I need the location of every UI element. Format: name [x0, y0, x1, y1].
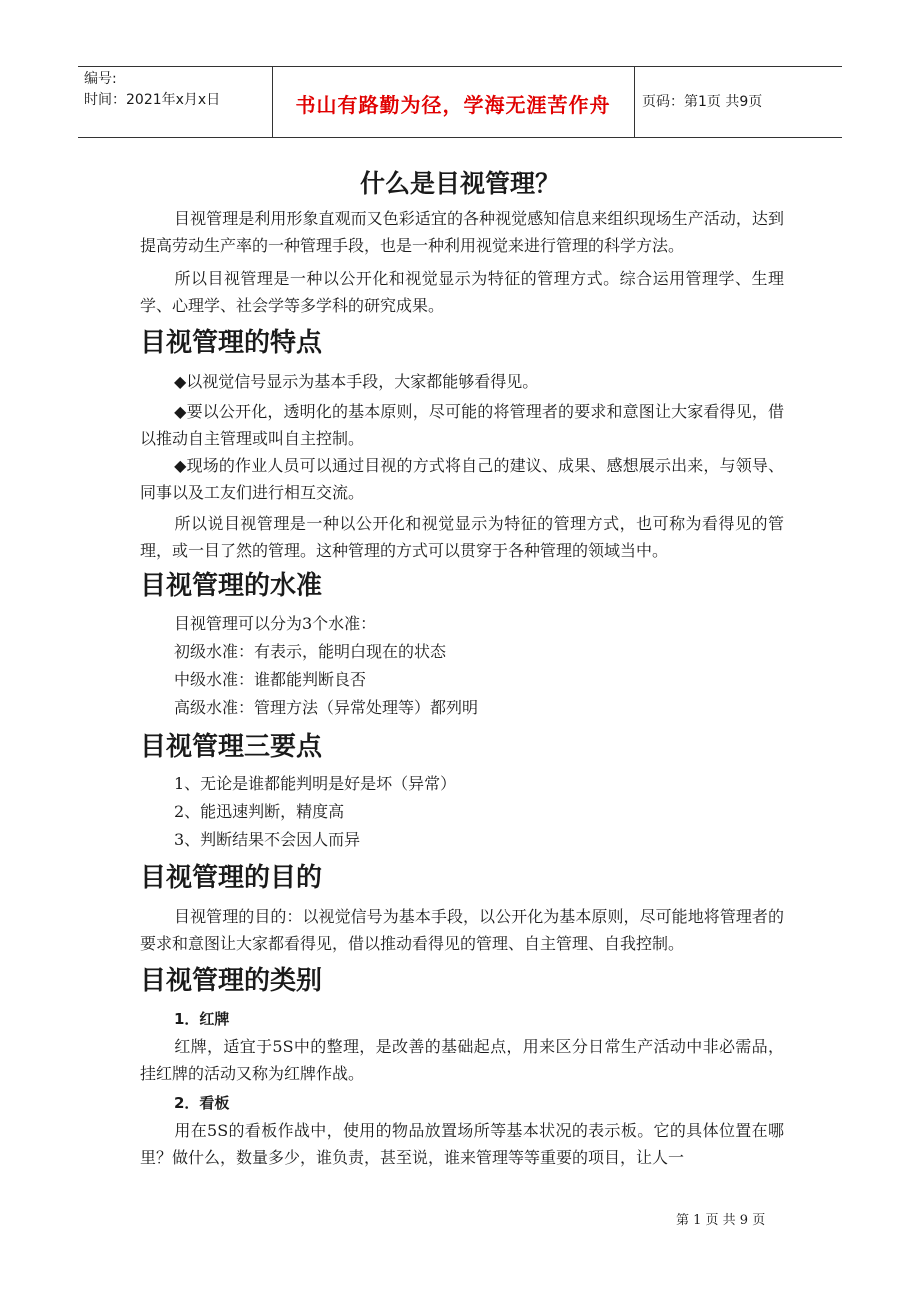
- time-label: 时间：2021年x月x日: [84, 92, 221, 108]
- intro-paragraph: 所以目视管理是一种以公开化和视觉显示为特征的管理方式。综合运用管理学、生理学、心理学、社会学等多学科的研究成果。: [140, 269, 784, 315]
- section-heading-features: 目视管理的特点: [140, 328, 323, 358]
- header-motto: 书山有路勤为径，学海无涯苦作舟: [295, 93, 611, 117]
- section-heading-purpose: 目视管理的目的: [140, 863, 323, 893]
- level-item: 中级水准：谁都能判断良否: [174, 670, 367, 689]
- feature-item: ◆现场的作业人员可以通过目视的方式将自己的建议、成果、感想展示出来，与领导、同事以及工友们进行相互交流。: [140, 456, 784, 502]
- header-divider: [272, 67, 273, 137]
- category-paragraph: 用在5S的看板作战中，使用的物品放置场所等基本状况的表示板。它的具体位置在哪里？做什么，数量多少，谁负责，甚至说，谁来管理等等重要的项目，让人一: [140, 1121, 784, 1167]
- page-footer: 第 1 页 共 9 页: [676, 1213, 766, 1228]
- key-point-item: 2、能迅速判断，精度高: [174, 802, 345, 821]
- feature-summary: 所以说目视管理是一种以公开化和视觉显示为特征的管理方式，也可称为看得见的管理，或一目了然的管理。这种管理的方式可以贯穿于各种管理的领域当中。: [140, 514, 784, 560]
- section-heading-key-points: 目视管理三要点: [140, 732, 323, 762]
- feature-item: ◆以视觉信号显示为基本手段，大家都能够看得见。: [174, 372, 539, 391]
- intro-paragraph: 目视管理是利用形象直观而又色彩适宜的各种视觉感知信息来组织现场生产活动，达到提高劳动生产率的一种管理手段，也是一种利用视觉来进行管理的科学方法。: [140, 209, 784, 255]
- header-page-number: 页码：第1页 共9页: [642, 94, 763, 110]
- header-divider: [634, 67, 635, 137]
- section-heading-categories: 目视管理的类别: [140, 966, 323, 996]
- section-heading-levels: 目视管理的水准: [140, 571, 323, 601]
- category-paragraph: 红牌，适宜于5S中的整理，是改善的基础起点，用来区分日常生产活动中非必需品，挂红牌的活动又称为红牌作战。: [140, 1037, 784, 1083]
- level-item: 初级水准：有表示，能明白现在的状态: [174, 642, 447, 661]
- feature-item: ◆要以公开化，透明化的基本原则，尽可能的将管理者的要求和意图让大家看得见，借以推动自主管理或叫自主控制。: [140, 402, 784, 448]
- number-label: 编号:: [84, 71, 117, 87]
- header-meta: [84, 69, 220, 111]
- category-title: 2．看板: [174, 1094, 230, 1112]
- key-point-item: 1、无论是谁都能判明是好是坏（异常）: [174, 774, 457, 793]
- level-item: 目视管理可以分为3个水准：: [174, 614, 377, 633]
- key-point-item: 3、判断结果不会因人而异: [174, 830, 361, 849]
- category-title: 1．红牌: [174, 1010, 230, 1028]
- page-title: 什么是目视管理？: [359, 169, 560, 198]
- level-item: 高级水准：管理方法（异常处理等）都列明: [174, 698, 479, 717]
- document-header: [78, 66, 842, 138]
- purpose-paragraph: 目视管理的目的：以视觉信号为基本手段，以公开化为基本原则，尽可能地将管理者的要求和意图让大家都看得见，借以推动看得见的管理、自主管理、自我控制。: [140, 907, 784, 953]
